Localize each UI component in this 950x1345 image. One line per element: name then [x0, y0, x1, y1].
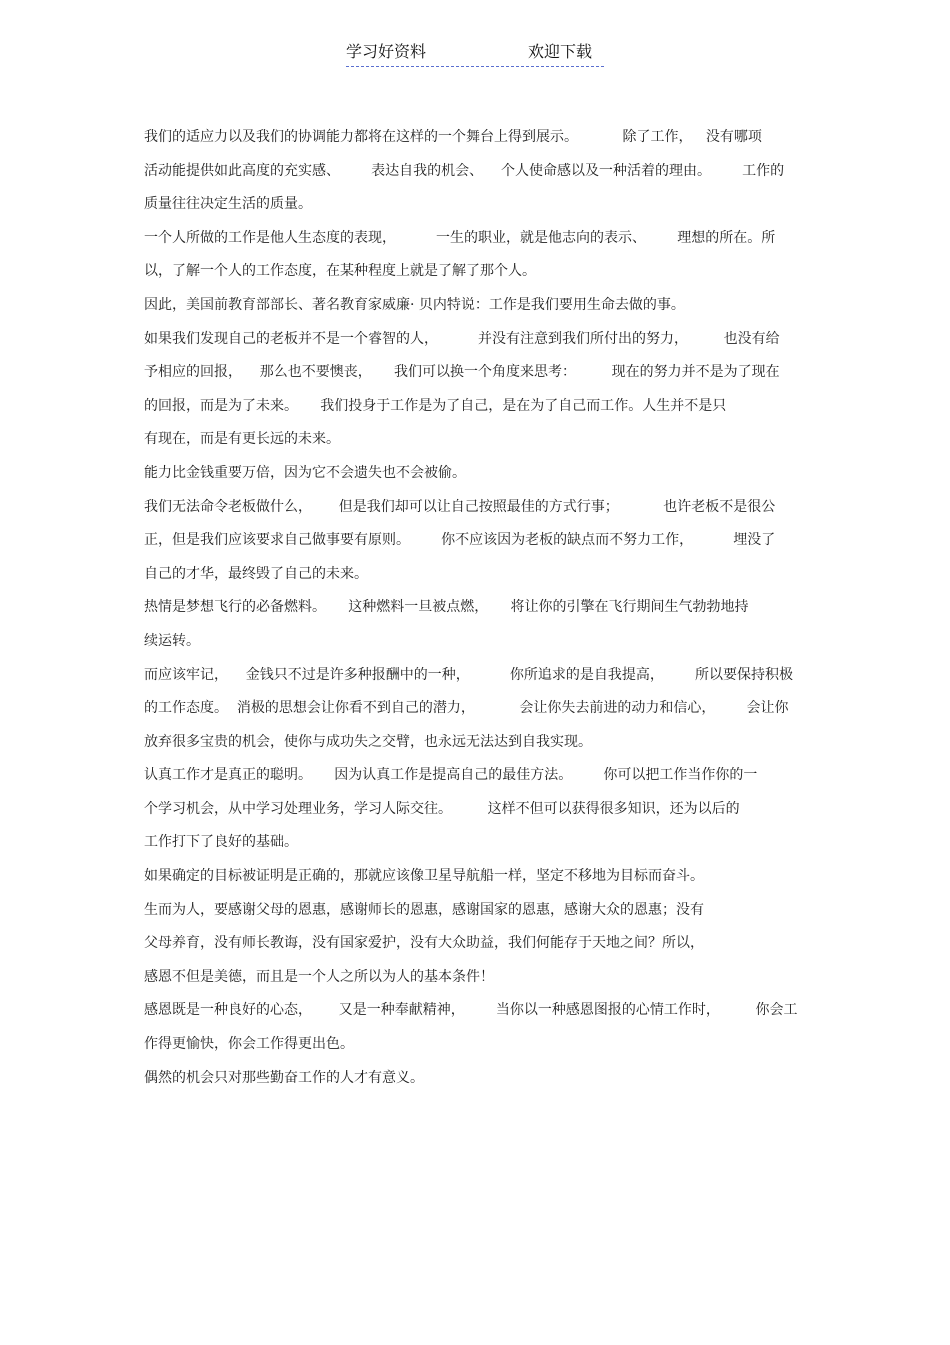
text-line: 的回报，而是为了未来。 我们投身于工作是为了自己，是在为了自己而工作。人生并不是只: [144, 397, 727, 414]
text-line: 活动能提供如此高度的充实感、 表达自我的机会、 个人使命感以及一种活着的理由。 工作的: [144, 162, 785, 179]
text-line: 感恩既是一种良好的心态， 又是一种奉献精神， 当你以一种感恩图报的心情工作时， 你会工: [144, 1002, 798, 1019]
text-line: 自己的才华，最终毁了自己的未来。: [144, 565, 368, 582]
text-line: 偶然的机会只对那些勤奋工作的人才有意义。: [144, 1069, 424, 1086]
document-body: [144, 127, 809, 1101]
text-line: 的工作态度。 消极的思想会让你看不到自己的潜力， 会让你失去前进的动力和信心， 会让你: [144, 700, 789, 717]
text-line: 能力比金钱重要万倍，因为它不会遗失也不会被偷。: [144, 464, 466, 481]
text-line: 个学习机会，从中学习处理业务，学习人际交往。 这样不但可以获得很多知识，还为以后的: [144, 800, 740, 817]
text-line: 工作打下了良好的基础。: [144, 834, 298, 851]
text-line: 如果我们发现自己的老板并不是一个睿智的人， 并没有注意到我们所付出的努力， 也没有给: [144, 330, 780, 347]
text-line: 父母养育，没有师长教诲，没有国家爱护，没有大众助益，我们何能存于天地之间？所以，: [144, 935, 704, 952]
text-line: 因此，美国前教育部部长、著名教育家威廉· 贝内特说：工作是我们要用生命去做的事。: [144, 296, 685, 313]
text-line: 而应该牢记， 金钱只不过是许多种报酬中的一种， 你所追求的是自我提高， 所以要保持积极: [144, 666, 794, 683]
text-line: 放弃很多宝贵的机会，使你与成功失之交臂，也永远无法达到自我实现。: [144, 733, 592, 750]
header-right-text: 欢迎下载: [528, 42, 593, 61]
text-line: 我们无法命令老板做什么， 但是我们却可以让自己按照最佳的方式行事； 也许老板不是很公: [144, 498, 776, 515]
text-line: 我们的适应力以及我们的协调能力都将在这样的一个舞台上得到展示。 除了工作， 没有哪项: [144, 129, 762, 145]
text-line: 作得更愉快，你会工作得更出色。: [144, 1036, 354, 1053]
header-left-text: 学习好资料: [346, 42, 427, 61]
text-line: 续运转。: [144, 632, 200, 649]
text-line: 以，了解一个人的工作态度，在某种程度上就是了解了那个人。: [144, 263, 536, 280]
text-line: 正，但是我们应该要求自己做事要有原则。 你不应该因为老板的缺点而不努力工作， 埋没了: [144, 532, 776, 549]
text-line: 生而为人，要感谢父母的恩惠，感谢师长的恩惠，感谢国家的恩惠，感谢大众的恩惠；没有: [144, 901, 704, 918]
text-line: 质量往往决定生活的质量。: [144, 196, 312, 213]
text-line: 感恩不但是美德，而且是一个人之所以为人的基本条件！: [144, 968, 494, 985]
text-line: 如果确定的目标被证明是正确的，那就应该像卫星导航船一样，坚定不移地为目标而奋斗。: [144, 868, 704, 885]
text-line: 认真工作才是真正的聪明。 因为认真工作是提高自己的最佳方法。 你可以把工作当作你的一: [144, 767, 758, 784]
text-line: 有现在，而是有更长远的未来。: [144, 431, 340, 448]
page-header: [346, 40, 604, 67]
text-line: 热情是梦想飞行的必备燃料。 这种燃料一旦被点燃， 将让你的引擎在飞行期间生气勃勃地持: [144, 599, 749, 616]
text-line: 一个人所做的工作是他人生态度的表现， 一生的职业，就是他志向的表示、 理想的所在。所: [144, 229, 776, 246]
text-line: 予相应的回报， 那么也不要懊丧， 我们可以换一个角度来思考： 现在的努力并不是为了现在: [144, 364, 780, 381]
